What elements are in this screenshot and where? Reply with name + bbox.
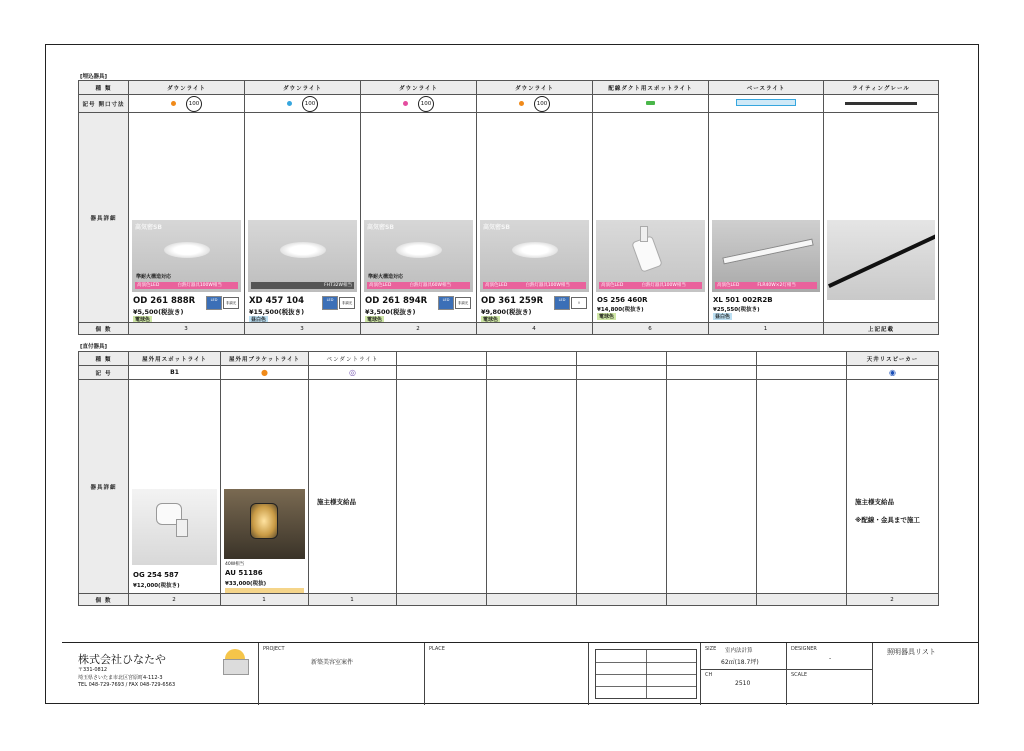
insulation-badge-icon: 非調光 [455, 297, 471, 309]
embedded-fixtures-table [78, 80, 939, 335]
place-cell [424, 643, 589, 705]
product-price: ¥12,000(税抜き) [133, 582, 180, 589]
designer-divider [787, 669, 873, 670]
symbol-cell [309, 366, 397, 380]
quantity-cell [667, 594, 757, 606]
insulation-badge-icon: 非調光 [223, 297, 239, 309]
title-block [62, 642, 979, 705]
quantity-cell: 2 [847, 594, 939, 606]
row-label-details: 器具詳細 [79, 380, 129, 594]
downlight-image [164, 242, 210, 258]
designer-cell [786, 643, 873, 705]
spotlight-symbol-icon [646, 101, 655, 105]
direct-symbol-row [79, 366, 939, 380]
place-label: PLACE [429, 646, 445, 652]
fixture-photo [224, 489, 305, 559]
color-temp-badge: 電球色 [599, 313, 615, 320]
quantity-cell: 上記記載 [824, 323, 939, 335]
designer-label: DESIGNER [791, 646, 817, 652]
quantity-cell: 6 [593, 323, 709, 335]
company-logo [217, 649, 253, 679]
product-price: ¥25,550(税抜き) [713, 306, 760, 313]
designer-value: - [829, 655, 832, 662]
house-icon [223, 659, 249, 675]
led-badge-icon: LED [438, 296, 454, 310]
ch-label: CH [705, 672, 713, 678]
symbol-cell [397, 366, 487, 380]
symbol-cell [577, 366, 667, 380]
quantity-cell: 1 [221, 594, 309, 606]
color-temp-badge: 電球色 [367, 316, 383, 323]
type-cell [487, 352, 577, 366]
fixture-detail-cell [593, 113, 709, 323]
insulation-badge-icon: 非調光 [339, 297, 355, 309]
type-cell [667, 352, 757, 366]
type-cell [577, 352, 667, 366]
track-image [640, 226, 648, 242]
direct-type-row [79, 352, 939, 366]
fixture-detail-cell [129, 113, 245, 323]
type-cell: ダウンライト [129, 81, 245, 95]
type-cell [757, 352, 847, 366]
outdoor-spotlight-mount [176, 519, 188, 537]
type-cell: 配線ダクト用スポットライト [593, 81, 709, 95]
fixture-detail-cell [245, 113, 361, 323]
symbol-cell [593, 95, 709, 113]
quantity-cell: 3 [245, 323, 361, 335]
product-feature-bar: FHT32W相当 [251, 282, 354, 289]
product-code: OS 256 460R [597, 295, 648, 304]
supplied-by-client-text: 施主様支給品 [855, 497, 894, 506]
quantity-cell: 3 [129, 323, 245, 335]
product-code: XD 457 104 [249, 295, 305, 306]
sun-icon [225, 649, 245, 659]
product-code: OD 361 259R [481, 295, 544, 306]
adjust-badge-icon: ⇧ [571, 297, 587, 309]
product-code: OD 261 894R [365, 295, 428, 306]
fixture-photo [480, 220, 589, 292]
product-code: OG 254 587 [133, 570, 179, 579]
fixture-detail-cell [709, 113, 824, 323]
product-price: ¥33,000(税抜) [225, 580, 267, 587]
photo-brand-label: 高気密SB [483, 223, 510, 231]
product-price: ¥9,800(税抜き) [481, 307, 532, 316]
fixture-photo [248, 220, 357, 292]
fixture-photo [827, 220, 935, 300]
rail-image [828, 231, 935, 287]
type-cell: ベースライト [709, 81, 824, 95]
symbol-cell [824, 95, 939, 113]
led-badge-icon: LED [206, 296, 222, 310]
product-code: XL 501 002R2B [713, 295, 773, 304]
product-feature-bar: 高演色LED 白熱灯器具100W相当 [599, 282, 702, 289]
type-cell: ダウンライト [477, 81, 593, 95]
embedded-details-row [79, 113, 939, 323]
quantity-cell: 4 [477, 323, 593, 335]
empty-detail-cell [487, 380, 577, 594]
direct-section-label: [直付器具] [80, 344, 108, 350]
fixture-detail-cell [847, 380, 939, 594]
empty-detail-cell [667, 380, 757, 594]
product-feature-bar: 高演色LED FLR40W×2灯相当 [715, 282, 817, 289]
fire-rating-label: 準耐火構造対応 [136, 273, 172, 280]
symbol-cell [709, 95, 824, 113]
fixture-photo [132, 489, 217, 565]
symbol-cell [361, 95, 477, 113]
product-feature-bar: 高演色LED 白熱灯器具100W相当 [483, 282, 586, 289]
symbol-cell [221, 366, 309, 380]
row-label-quantity: 個 数 [79, 594, 129, 606]
symbol-cell [757, 366, 847, 380]
fixture-detail-cell [221, 380, 309, 594]
downlight-image [512, 242, 558, 258]
cutout-circle: 100 [186, 96, 202, 112]
size-cell [700, 643, 787, 705]
photo-brand-label: 高気密SB [135, 223, 162, 231]
downlight-image [396, 242, 442, 258]
cutout-circle: 100 [418, 96, 434, 112]
wiring-note-text: ※配線・金具まで施工 [855, 515, 920, 524]
type-cell: ダウンライト [361, 81, 477, 95]
quantity-cell: 1 [709, 323, 824, 335]
row-label-symbol-cutout: 記号 開口寸法 [79, 95, 129, 113]
empty-detail-cell [757, 380, 847, 594]
row-label-details: 器具詳細 [79, 113, 129, 323]
embedded-symbol-row [79, 95, 939, 113]
led-badge-icon: LED [554, 296, 570, 310]
project-value: 新築美容室案件 [311, 659, 354, 666]
quantity-cell [487, 594, 577, 606]
project-label: PROJECT [263, 646, 285, 652]
bracket-light-image [250, 503, 278, 539]
spec-highlight-bar [225, 588, 304, 594]
symbol-cell: B1 [129, 366, 221, 380]
quantity-cell [577, 594, 667, 606]
ch-value: 2510 [735, 680, 751, 687]
type-cell: ペンダントライト [309, 352, 397, 366]
direct-details-row [79, 380, 939, 594]
bracket-symbol-icon: ● [261, 368, 268, 377]
type-cell: 天井リスピーカー [847, 352, 939, 366]
size-divider [701, 669, 787, 670]
color-temp-badge: 昼白色 [251, 316, 267, 323]
project-cell [258, 643, 425, 705]
photo-brand-label: 高気密SB [367, 223, 394, 231]
row-label-type: 種 類 [79, 81, 129, 95]
fixture-photo [132, 220, 241, 292]
symbol-cell [477, 95, 593, 113]
cutout-circle: 100 [534, 96, 550, 112]
product-code: AU 51186 [225, 568, 263, 577]
embedded-quantity-row [79, 323, 939, 335]
embedded-type-row [79, 81, 939, 95]
row-label-type: 種 類 [79, 352, 129, 366]
led-badge-icon: LED [322, 296, 338, 310]
product-price: ¥14,800(税抜き) [597, 306, 644, 313]
fixture-photo [712, 220, 820, 292]
product-price: ¥5,500(税抜き) [133, 307, 184, 316]
product-price: ¥15,500(税抜き) [249, 307, 305, 316]
symbol-cell [129, 95, 245, 113]
downlight-image [280, 242, 326, 258]
embedded-section-label: [埋込器具] [80, 74, 108, 80]
color-temp-badge: 電球色 [135, 316, 151, 323]
baselight-symbol-icon [736, 99, 796, 106]
scale-label: SCALE [791, 672, 808, 678]
quantity-cell [397, 594, 487, 606]
fixture-detail-cell [477, 113, 593, 323]
product-price: ¥3,500(税抜き) [365, 307, 416, 316]
quantity-cell: 2 [361, 323, 477, 335]
revision-grid [595, 649, 697, 699]
supplied-by-client-text: 施主様支給品 [317, 497, 356, 506]
rail-symbol-icon [845, 102, 917, 105]
fixture-symbol-dot [403, 101, 408, 106]
cutout-circle: 100 [302, 96, 318, 112]
fixture-detail-cell [129, 380, 221, 594]
fixture-symbol-dot [171, 101, 176, 106]
product-feature-bar: 高演色LED 白熱灯器具60W相当 [367, 282, 470, 289]
direct-fixtures-table [78, 351, 939, 606]
company-name: 株式会社ひなたや [78, 653, 166, 666]
color-temp-badge: 電球色 [483, 316, 499, 323]
company-address: 埼玉県さいたま市北区宮原町4-112-3 [78, 675, 163, 681]
fixture-detail-cell [361, 113, 477, 323]
row-label-symbol: 記 号 [79, 366, 129, 380]
empty-detail-cell [577, 380, 667, 594]
quantity-cell [757, 594, 847, 606]
type-cell: 屋外用ブラケットライト [221, 352, 309, 366]
pendant-symbol-icon: ◎ [349, 368, 356, 377]
quantity-cell: 2 [129, 594, 221, 606]
size-title: 室内法計算 [725, 648, 753, 654]
symbol-cell [487, 366, 577, 380]
quantity-cell: 1 [309, 594, 397, 606]
speaker-symbol-icon: ◉ [889, 368, 896, 377]
symbol-cell [847, 366, 939, 380]
empty-detail-cell [397, 380, 487, 594]
color-temp-badge: 昼白色 [715, 313, 731, 320]
fire-rating-label: 準耐火構造対応 [368, 273, 404, 280]
company-tel: TEL 048-729-7693 / FAX 048-729-6563 [78, 682, 176, 688]
type-cell [397, 352, 487, 366]
type-cell: 屋外用スポットライト [129, 352, 221, 366]
product-code: OD 261 888R [133, 295, 196, 306]
fixture-detail-cell [309, 380, 397, 594]
fixture-detail-cell [824, 113, 939, 323]
fixture-photo [596, 220, 705, 292]
type-cell: ダウンライト [245, 81, 361, 95]
fixture-symbol-dot [519, 101, 524, 106]
type-cell: ライティングレール [824, 81, 939, 95]
direct-quantity-row [79, 594, 939, 606]
row-label-quantity: 個 数 [79, 323, 129, 335]
size-label: SIZE [705, 646, 717, 652]
baselight-image [722, 238, 813, 264]
symbol-cell [245, 95, 361, 113]
company-zip: 〒331-0812 [78, 667, 108, 673]
symbol-cell [667, 366, 757, 380]
fixture-symbol-dot [287, 101, 292, 106]
doc-title-cell [872, 643, 980, 705]
doc-title: 照明器具リスト [887, 648, 936, 656]
revision-table [588, 643, 701, 705]
wattage-badge: 40W相当 [225, 561, 245, 567]
fixture-photo [364, 220, 473, 292]
product-feature-bar: 高演色LED 白熱灯器具100W相当 [135, 282, 238, 289]
size-value: 62㎡(18.7坪) [721, 659, 759, 666]
